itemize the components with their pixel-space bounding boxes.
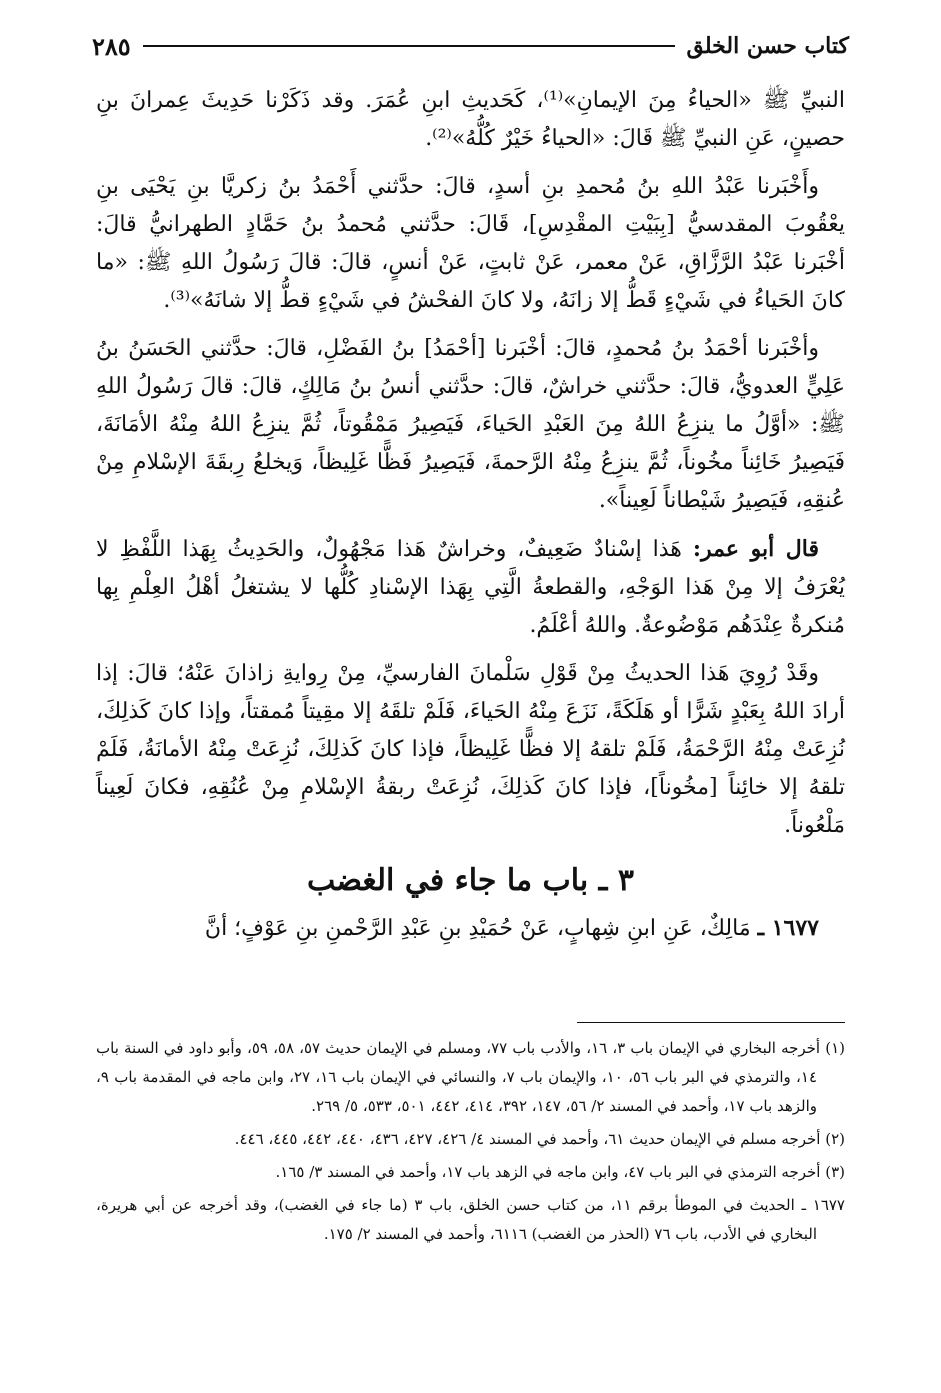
footnote-3: (٣) أخرجه الترمذي في البر باب ٤٧، وابن ماجه في الزهد باب ١٧، وأحمد في المسند ٣/ ١٦٥.: [275, 1163, 845, 1181]
abu-umar-comment: هَذا إسْنادٌ ضَعِيفٌ، وخراشٌ هَذا مَجْهُولٌ، والحَدِيثُ بِهَذا اللَّفْظِ لا يُعْرَفُ إلا مِنْ هَذا الوَجْهِ، والقطعةُ الَّتِي بِهَذا الإسْنادِ كُلُّها لا يشتغلُ أهْلُ العِلْمِ بِها مُنكرةٌ عِنْدَهُم مَوْضُوعةٌ. واللهُ أعْلَمُ.: [96, 537, 846, 638]
paragraph-2: وأَخْبَرنا عَبْدُ اللهِ بنُ مُحمدِ بنِ أسدٍ، قالَ: حدَّثني أَحْمَدُ بنُ زكريَّا بنِ يَحْيَى بنِ يعْقُوبَ المقدسيُّ [بِبَيْتِ المقْدِسِ]، قَالَ: حدَّثني مُحمدُ بنُ حَمَّادٍ الطهرانيُّ قالَ: أخْبَرنا عَبْدُ الرَّزَّاقِ، عَنْ معمر، عَنْ ثابتٍ، عَنْ أنسٍ، قالَ: قالَ رَسُولُ اللهِ ﷺ: «ما كانَ الحَياءُ في شَيْءٍ قَطُّ إلا زانَهُ، ولا كانَ الفحْشُ في شَيْءٍ قطُّ إلا شانَهُ»⁽³⁾.: [96, 174, 845, 313]
paragraph-4: [96, 530, 845, 645]
section-heading: ٣ ـ باب ما جاء في الغضب: [306, 863, 635, 898]
book-title: كتاب حسن الخلق: [686, 33, 849, 59]
page-header: [92, 28, 849, 64]
footnotes: [96, 1034, 845, 1253]
footnote-1: (١) أخرجه البخاري في الإيمان باب ٣، ١٦، والأدب باب ٧٧، ومسلم في الإيمان حديث ٥٧، ٥٨، ٥٩، وأبو داود في السنة باب ١٤، والترمذي في البر باب ٥٦، ١٠، والإيمان باب ٧، والنسائي في الإيمان باب ١٦، ٢٧، وابن ماجه في المقدمة باب ٩، والزهد باب ١٧، وأحمد في المسند ٢/ ٥٦، ١٤٧، ٣٩٢، ٤١٤، ٤٤٢، ٥٠١، ٥٣٣، ٥/ ٢٦٩.: [96, 1039, 845, 1115]
footnote-2: (٢) أخرجه مسلم في الإيمان حديث ٦١، وأحمد في المسند ٤/ ٤٢٦، ٤٢٧، ٤٣٦، ٤٤٠، ٤٤٢، ٤٤٥، ٤٤٦.: [234, 1130, 845, 1148]
footnote-separator: [577, 1022, 845, 1023]
abu-umar-label: قال أبو عمر:: [692, 536, 820, 562]
hadith-text: مَالِكٌ، عَنِ ابنِ شِهابٍ، عَنْ حُمَيْدِ بنِ عَبْدِ الرَّحْمنِ بنِ عَوْفٍ؛ أنَّ: [204, 916, 751, 941]
hadith-number: ١٦٧٧ ـ: [757, 915, 819, 941]
main-text: [96, 82, 845, 958]
footnote-1677: ١٦٧٧ ـ الحديث في الموطأ برقم ١١، من كتاب حسن الخلق، باب ٣ (ما جاء في الغضب)، وقد أخرجه عن أبي هريرة، البخاري في الأدب، باب ٧٦ (الحذر من الغضب) ٦١١٦، وأحمد في المسند ٢/ ١٧٥.: [96, 1196, 845, 1243]
page-number: ٢٨٥: [92, 31, 131, 61]
hadith-1677-start: [96, 909, 845, 948]
paragraph-3: وأخْبَرنا أحْمَدُ بنُ مُحمدٍ، قالَ: أخْبَرنا [أحْمَدُ] بنُ الفَضْلِ، قالَ: حدَّثني الحَسَنُ بنُ عَلِيٍّ العدويُّ، قالَ: حدَّثني خراشٌ، قالَ: حدَّثني أنسُ بنُ مَالِكٍ، قالَ: قالَ رَسُولُ اللهِ ﷺ: «أوَّلُ ما ينزِعُ اللهُ مِنَ العَبْدِ الحَياءَ، فَيَصِيرُ مَمْقُوتاً، ثُمَّ ينزِعُ اللهُ مِنْهُ الأمَانَةَ، فَيَصِيرُ خَائِناً مخُوناً، ثُمَّ ينزِعُ مِنْهُ الرَّحمةَ، فَيَصِيرُ فَظًّا غَلِيظاً، وَيخلعُ رِبقَةَ الإسْلامِ مِنْ عُنقِهِ، فَيَصِيرُ شَيْطاناً لَعِيناً».: [96, 336, 845, 513]
paragraph-1: النبيِّ ﷺ «الحياءُ مِنَ الإيمانِ»⁽¹⁾، كَحَديثِ ابنِ عُمَرَ. وقد ذَكَرْنا حَدِيثَ عِمرانَ بنِ حصينٍ، عَنِ النبيِّ ﷺ قَالَ: «الحياءُ خَيْرٌ كُلُّهُ»⁽²⁾.: [96, 88, 845, 151]
paragraph-5: وقَدْ رُوِيَ هَذا الحديثُ مِنْ قَوْلِ سَلْمانَ الفارسيِّ، مِنْ رِوايةِ زاذانَ عَنْهُ؛ قالَ: إذا أرادَ اللهُ بِعَبْدٍ شَرًّا أو هَلَكَةً، نَزَعَ مِنْهُ الحَياءَ، فَلَمْ تلقَهُ إلا مقِيتاً مُمقتاً، وإذا كانَ كَذلِكَ، نُزِعَتْ مِنْهُ الرَّحْمَةُ، فَلَمْ تلقهُ إلا فظًّا غَلِيظاً، فإذا كانَ كَذلِكَ، نُزِعَتْ مِنْهُ الأمانَةُ، فَلَمْ تلقهُ إلا خائِناً [مخُوناً]، فإذا كانَ كَذلِكَ، نُزِعَتْ ربقةُ الإسْلامِ مِنْ عُنُقِهِ، فكانَ لَعِيناً مَلْعُوناً.: [96, 661, 845, 838]
header-rule: [143, 45, 675, 47]
